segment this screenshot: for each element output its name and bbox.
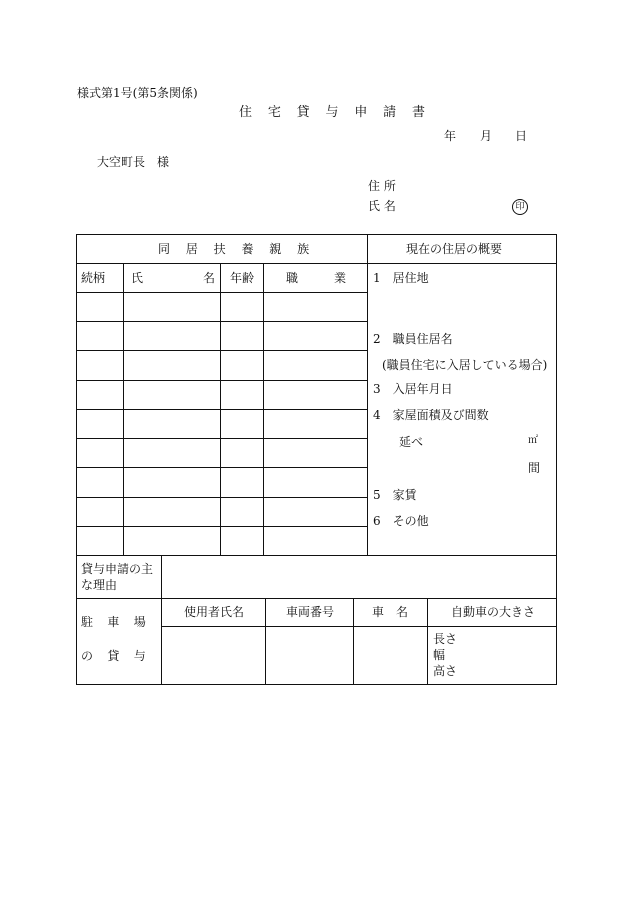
reason-label-line2: な理由 [81,578,118,592]
overview-sqm-unit: ㎡ [528,435,538,446]
page-title: 住 宅 貸 与 申 請 書 [239,105,431,120]
col-name-first: 氏 [131,271,144,285]
overview-rooms-unit: 間 [528,461,541,475]
overview-floor-total: 延べ [399,435,424,449]
date-year-label: 年 [444,129,457,143]
car-size-length: 長さ [433,632,458,646]
parking-label-line1: 駐 車 場 [81,615,148,629]
car-size-height: 高さ [433,664,458,678]
car-size-width: 幅 [433,648,446,662]
parking-label-line2: の 貸 与 [81,649,148,663]
parking-col-user-name: 使用者氏名 [184,605,245,619]
overview-item-other: 6 その他 [373,514,429,528]
col-job-second: 業 [334,271,347,285]
col-name-second: 名 [203,271,216,285]
overview-item-move-in-date: 3 入居年月日 [373,382,453,396]
family-header: 同 居 扶 養 親 族 [158,242,316,256]
col-job-first: 職 [286,271,299,285]
date-day-label: 日 [515,129,528,143]
reason-label-line1: 貸与申請の主 [81,562,154,576]
overview-item-residence: 1 居住地 [373,271,429,285]
overview-item-floor-area: 4 家屋面積及び間数 [373,408,489,422]
seal-mark: 印 [512,199,528,215]
overview-header: 現在の住居の概要 [406,242,503,256]
form-number: 様式第1号(第5条関係) [77,86,198,100]
parking-col-car-name: 車 名 [372,605,409,619]
address-label: 住 所 [368,179,396,193]
col-age: 年齢 [230,271,255,285]
overview-item-staff-housing: 2 職員住居名 [373,332,453,346]
reason-input-area[interactable] [162,556,556,598]
name-label: 氏 名 [368,199,396,213]
parking-col-vehicle-number: 車両番号 [286,605,335,619]
date-month-label: 月 [480,129,493,143]
overview-item-staff-housing-note: (職員住宅に入居している場合) [382,358,548,372]
addressee: 大空町長 様 [97,155,170,169]
col-relation: 続柄 [81,271,106,285]
parking-col-car-size: 自動車の大きさ [451,605,536,619]
overview-item-rent: 5 家賃 [373,488,417,502]
